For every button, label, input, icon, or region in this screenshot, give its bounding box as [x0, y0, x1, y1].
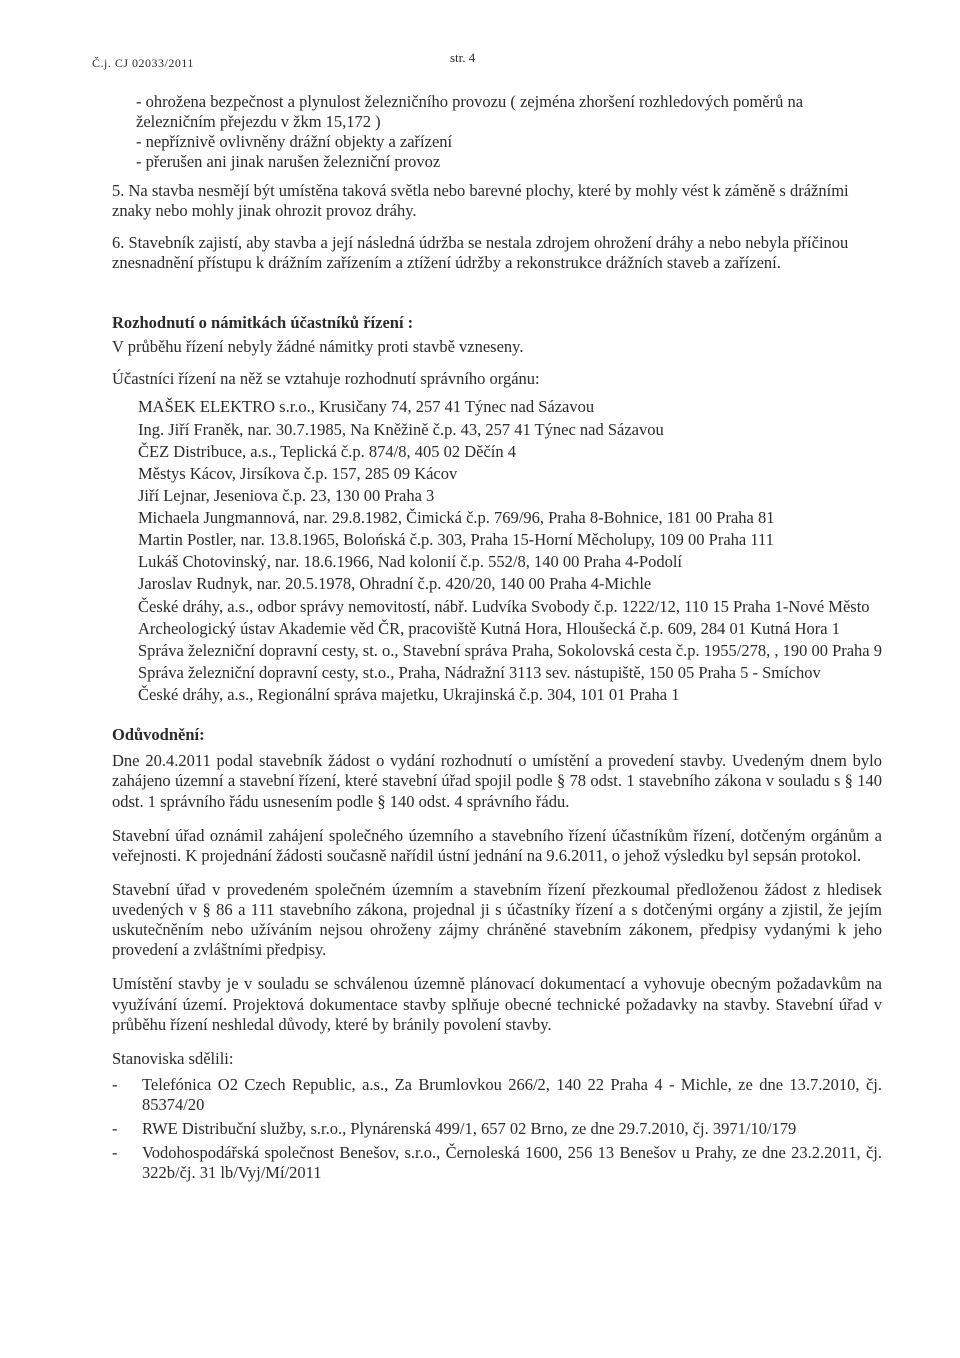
- list-bullet: -: [112, 1074, 118, 1094]
- list-item: Správa železniční dopravní cesty, st. o., Stavební správa Praha, Sokolovská cesta č.p. 1955/278, , 190 00 Praha 9: [138, 640, 883, 660]
- list-item: České dráhy, a.s., odbor správy nemovitostí, nábř. Ludvíka Svobody č.p. 1222/12, 110 15 Praha 1-Nové Město: [138, 596, 870, 616]
- list-item: - přerušen ani jinak narušen železniční provoz: [136, 152, 441, 172]
- conditions-list: [112, 92, 882, 173]
- list-item: Archeologický ústav Akademie věd ČR, pracoviště Kutná Hora, Hloušecká č.p. 609, 284 01 Kutná Hora 1: [138, 618, 840, 638]
- list-item: ČEZ Distribuce, a.s., Teplická č.p. 874/8, 405 02 Děčín 4: [138, 441, 516, 461]
- list-item: - nepříznivě ovlivněny drážní objekty a zařízení: [136, 132, 453, 152]
- list-item: [112, 1075, 882, 1115]
- condition-5: 5. Na stavba nesmějí být umístěna taková světla nebo barevné plochy, které by mohly vést k záměně s drážními znaky nebo mohly jinak ohrozit provoz dráhy.: [112, 180, 849, 220]
- opinions-heading: Stanoviska sdělili:: [112, 1048, 234, 1068]
- list-bullet: -: [112, 1119, 118, 1139]
- parties-list: [112, 397, 882, 705]
- objections-heading: Rozhodnutí o námitkách účastníků řízení :: [112, 313, 414, 332]
- opinion-text: Telefónica O2 Czech Republic, a.s., Za Brumlovkou 266/2, 140 22 Praha 4 - Michle, ze dne 13.7.2010, čj. 85374/20: [142, 1074, 882, 1114]
- list-item: Lukáš Chotovinský, nar. 18.6.1966, Nad kolonií č.p. 552/8, 140 00 Praha 4-Podolí: [138, 552, 683, 572]
- list-item: Správa železniční dopravní cesty, st.o., Praha, Nádražní 3113 sev. nástupiště, 150 05 Praha 5 - Smíchov: [138, 662, 821, 682]
- list-bullet: -: [112, 1143, 118, 1163]
- list-item: Michaela Jungmannová, nar. 29.8.1982, Čimická č.p. 769/96, Praha 8-Bohnice, 181 00 Praha 81: [138, 508, 775, 527]
- opinion-text: RWE Distribuční služby, s.r.o., Plynárenská 499/1, 657 02 Brno, ze dne 29.7.2010, čj. 3971/10/179: [142, 1119, 797, 1139]
- reasoning-paragraph: Stavební úřad v provedeném společném územním a stavebním řízení přezkoumal předloženou žádost z hledisek uvedených v § 86 a 111 stavebního zákona, projednal ji s účastníky řízení a s dotčenými orgány a zjistil, že jejím uskutečněním nebo užíváním nejsou ohroženy zájmy chráněné stavebním zákonem, předpisy vydanými k jeho provedení a zvláštními předpisy.: [112, 879, 882, 960]
- condition-6: 6. Stavebník zajistí, aby stavba a její následná údržba se nestala zdrojem ohrožení dráhy a nebo nebyla příčinou znesnadnění přístupu k drážním zařízením a ztížení údržby a rekonstrukce drážních staveb a zařízení.: [112, 232, 849, 272]
- list-item: [112, 1119, 882, 1139]
- list-item: [112, 1143, 882, 1183]
- list-item: Martin Postler, nar. 13.8.1965, Bolońská č.p. 303, Praha 15-Horní Měcholupy, 109 00 Praha 111: [138, 530, 774, 550]
- reasoning-heading: Odůvodnění:: [112, 725, 205, 745]
- list-item: Jaroslav Rudnyk, nar. 20.5.1978, Ohradní č.p. 420/20, 140 00 Praha 4-Michle: [138, 574, 652, 594]
- objections-text: V průběhu řízení nebyly žádné námitky proti stavbě vzneseny.: [112, 337, 524, 357]
- list-item: České dráhy, a.s., Regionální správa majetku, Ukrajinská č.p. 304, 101 01 Praha 1: [138, 685, 680, 704]
- reasoning-paragraph: Umístění stavby je v souladu se schválenou územně plánovací dokumentací a vyhovuje obecným požadavkům na využívání území. Projektová dokumentace stavby splňuje obecné technické požadavky na stavby. Stavební úřad v průběhu řízení neshledal důvody, které by bránily povolení stavby.: [112, 974, 882, 1034]
- list-item: - ohrožena bezpečnost a plynulost železničního provozu ( zejména zhoršení rozhledových poměrů na železničním přejezdu v žkm 15,172 ): [136, 92, 804, 132]
- opinion-text: Vodohospodářská společnost Benešov, s.r.o., Černoleská 1600, 256 13 Benešov u Prahy, ze dne 23.2.2011, čj. 322b/čj. 31 lb/Vyj/Mí/2011: [142, 1143, 882, 1183]
- document-body: [112, 92, 882, 1188]
- reasoning-paragraph: Stavební úřad oznámil zahájení společného územního a stavebního řízení účastníkům řízení, dotčeným orgánům a veřejnosti. K projednání žádosti současně nařídil ústní jednání na 9.6.2011, o jehož výsledku byl sepsán protokol.: [112, 825, 882, 865]
- opinions-list: [112, 1075, 882, 1184]
- parties-intro: Účastníci řízení na něž se vztahuje rozhodnutí správního orgánu:: [112, 369, 540, 389]
- list-item: MAŠEK ELEKTRO s.r.o., Krusičany 74, 257 41 Týnec nad Sázavou: [138, 397, 595, 417]
- list-item: Městys Kácov, Jirsíkova č.p. 157, 285 09 Kácov: [138, 463, 458, 483]
- list-item: Jiří Lejnar, Jeseniova č.p. 23, 130 00 Praha 3: [138, 485, 435, 505]
- case-reference: Č.j. CJ 02033/2011: [92, 56, 194, 70]
- page-number: str. 4: [450, 50, 476, 65]
- reasoning-paragraph: Dne 20.4.2011 podal stavebník žádost o vydání rozhodnutí o umístění a provedení stavby. Uvedeným dnem bylo zahájeno územní a stavební řízení, které stavební úřad spojil podle § 78 odst. 1 stavebního zákona v souladu s § 140 odst. 1 správního řádu usnesením podle § 140 odst. 4 správního řádu.: [112, 751, 882, 811]
- list-item: Ing. Jiří Franěk, nar. 30.7.1985, Na Kněžině č.p. 43, 257 41 Týnec nad Sázavou: [138, 419, 664, 439]
